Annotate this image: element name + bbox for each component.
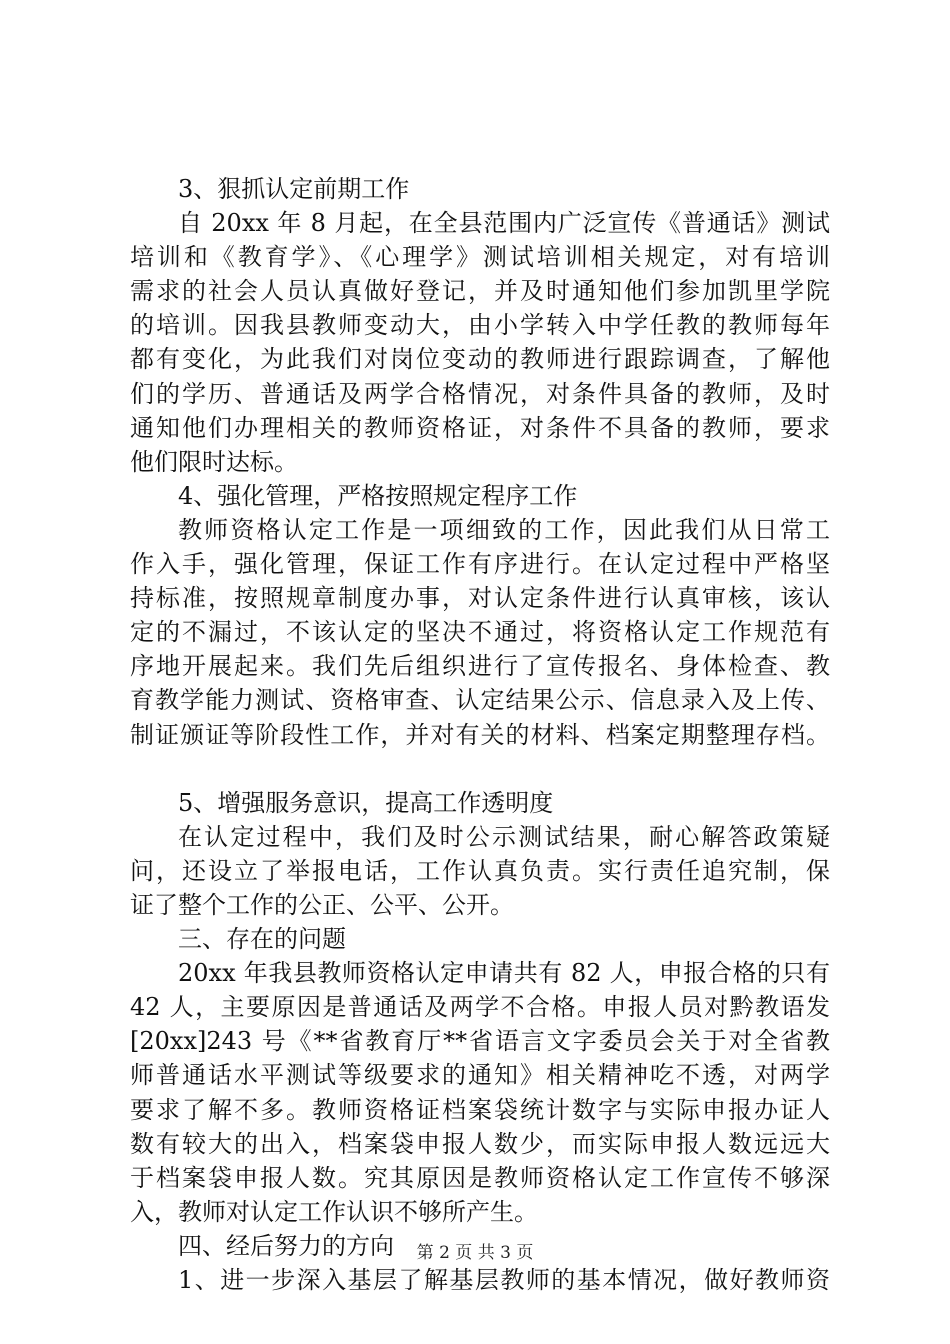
section-heading: 4、强化管理，严格按照规定程序工作 <box>178 481 578 510</box>
paragraph-line: 入，教师对认定工作认识不够所产生。 <box>130 1197 538 1226</box>
paragraph-line: 通知他们办理相关的教师资格证，对条件不具备的教师，要求 <box>130 413 830 442</box>
paragraph-line: 教师资格认定工作是一项细致的工作，因此我们从日常工 <box>178 515 830 544</box>
paragraph-line: 他们限时达标。 <box>130 447 298 476</box>
paragraph-line: 作入手，强化管理，保证工作有序进行。在认定过程中严格坚 <box>130 550 830 579</box>
paragraph-line: 于档案袋申报人数。究其原因是教师资格认定工作宣传不够深 <box>130 1163 830 1192</box>
section-heading: 5、增强服务意识，提高工作透明度 <box>178 788 554 817</box>
section-heading: 三、存在的问题 <box>178 925 346 954</box>
paragraph-line: 要求了解不多。教师资格证档案袋统计数字与实际申报办证人 <box>130 1095 830 1124</box>
section-heading: 四、经后努力的方向 <box>178 1231 394 1260</box>
paragraph-line: 需求的社会人员认真做好登记，并及时通知他们参加凯里学院 <box>130 277 830 306</box>
paragraph-line: 定的不漏过，不该认定的坚决不通过，将资格认定工作规范有 <box>130 618 830 647</box>
paragraph-line: 20xx 年我县教师资格认定申请共有 82 人，申报合格的只有 <box>178 959 830 988</box>
paragraph-line: 育教学能力测试、资格审查、认定结果公示、信息录入及上传、 <box>130 686 830 715</box>
section-heading: 3、狠抓认定前期工作 <box>178 175 410 203</box>
paragraph-line: 序地开展起来。我们先后组织进行了宣传报名、身体检查、教 <box>130 652 830 681</box>
document-body <box>130 172 830 1297</box>
paragraph-line: 都有变化，为此我们对岗位变动的教师进行跟踪调查，了解他 <box>130 345 830 374</box>
paragraph-line: [20xx]243 号《**省教育厅**省语言文字委员会关于对全省教 <box>130 1027 830 1056</box>
paragraph-line: 1、进一步深入基层了解基层教师的基本情况，做好教师资 <box>178 1266 830 1294</box>
paragraph-line: 在认定过程中，我们及时公示测试结果，耐心解答政策疑 <box>178 822 830 851</box>
paragraph-line: 培训和《教育学》、《心理学》测试培训相关规定，对有培训 <box>130 243 830 272</box>
paragraph-line: 问，还设立了举报电话，工作认真负责。实行责任追究制，保 <box>130 856 830 885</box>
page-footer: 第 2 页 共 3 页 <box>416 1243 534 1263</box>
paragraph-line: 证了整个工作的公正、公平、公开。 <box>130 890 514 919</box>
paragraph-line: 数有较大的出入，档案袋申报人数少，而实际申报人数远远大 <box>130 1129 830 1158</box>
paragraph-line: 师普通话水平测试等级要求的通知》相关精神吃不透，对两学 <box>130 1061 830 1090</box>
paragraph-line: 持标准，按照规章制度办事，对认定条件进行认真审核，该认 <box>130 584 830 613</box>
paragraph-line: 42 人，主要原因是普通话及两学不合格。申报人员对黔教语发 <box>130 993 830 1022</box>
paragraph-line: 自 20xx 年 8 月起，在全县范围内广泛宣传《普通话》测试 <box>178 209 830 238</box>
paragraph-line: 制证颁证等阶段性工作，并对有关的材料、档案定期整理存档。 <box>130 720 830 749</box>
paragraph-line: 们的学历、普通话及两学合格情况，对条件具备的教师，及时 <box>130 379 830 408</box>
paragraph-line: 的培训。因我县教师变动大，由小学转入中学任教的教师每年 <box>130 311 830 340</box>
blank-line <box>130 752 830 786</box>
